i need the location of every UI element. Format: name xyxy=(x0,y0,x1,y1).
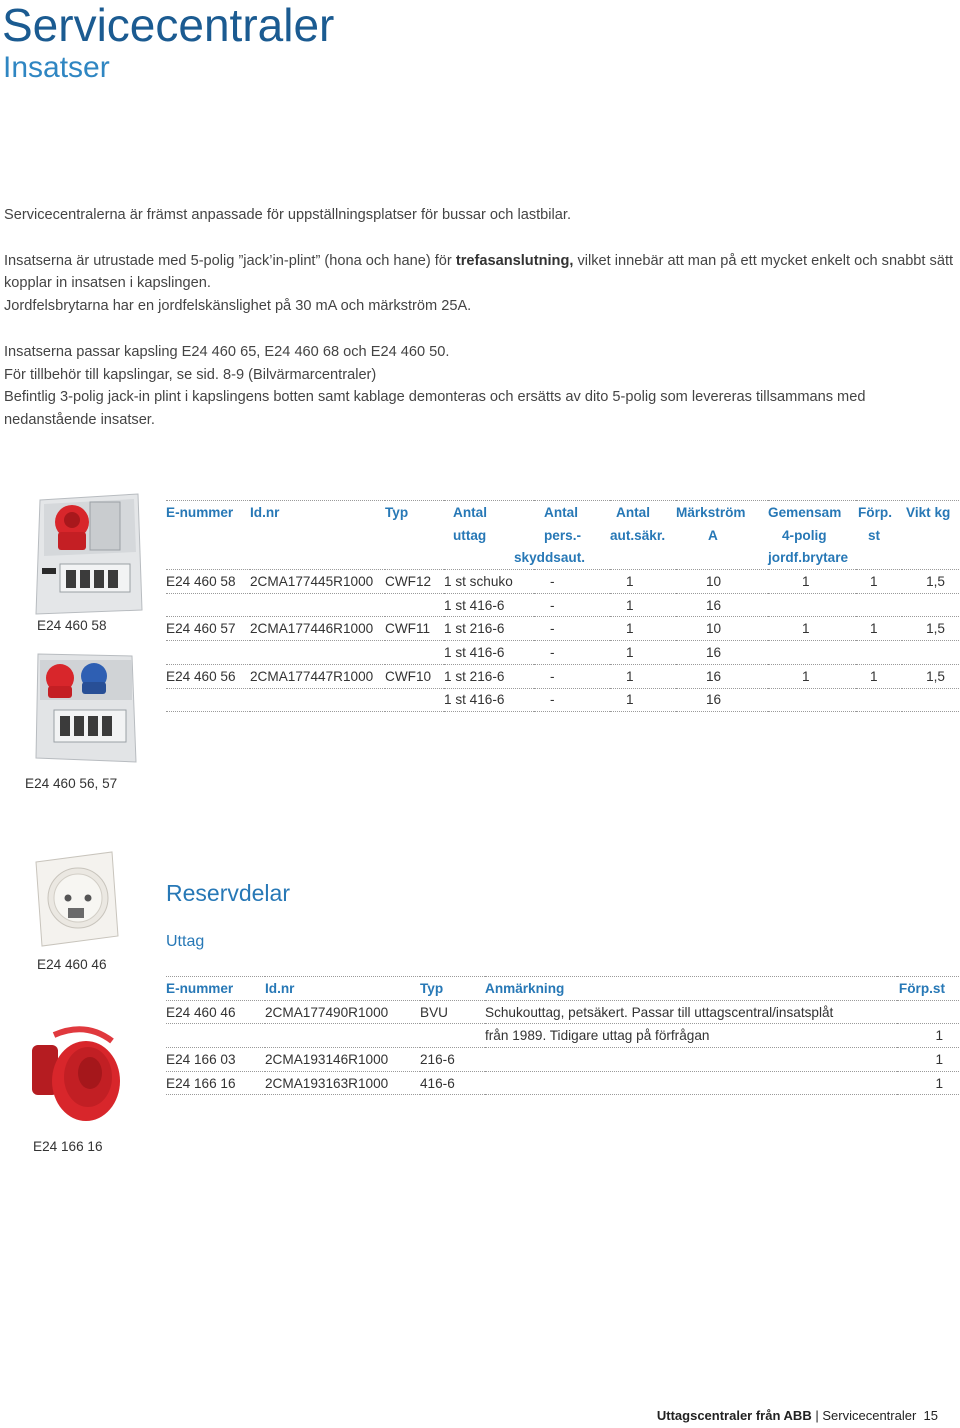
page-subtitle: Insatser xyxy=(3,51,110,84)
intro-p2-text-c: Jordfelsbrytarna har en jordfelskänslighet på 30 mA och märkström 25A. xyxy=(4,298,472,315)
table-row xyxy=(166,593,959,617)
cell-enr: E24 166 03 xyxy=(166,1048,265,1072)
col-enummer: E-nummer xyxy=(166,501,250,524)
cell-anm xyxy=(485,1071,897,1095)
table-row xyxy=(166,664,959,688)
cell-forp: 1 xyxy=(856,664,902,688)
cell-anm: från 1989. Tidigare uttag på förfrågan xyxy=(485,1024,897,1048)
cell-gem: 1 xyxy=(768,617,856,641)
table-header-row-3 xyxy=(166,546,959,569)
cell-forp: 1 xyxy=(897,1048,959,1072)
col-antal-uttag-2: uttag xyxy=(453,527,487,543)
cell-a: 10 xyxy=(676,617,768,641)
cell-aut: 1 xyxy=(610,593,676,617)
col-markstrom-2: A xyxy=(708,527,718,543)
cell-pers: - xyxy=(534,664,610,688)
intro-p2-bold: trefasanslutning, xyxy=(455,252,574,269)
product-image-e2416616 xyxy=(28,1025,124,1125)
intro-p3-text-a: Insatserna passar kapsling E24 460 65, E24 460 68 och E24 460 50. xyxy=(4,343,450,360)
insatser-table-container xyxy=(166,500,959,712)
cell-pers: - xyxy=(534,641,610,665)
cell-enr: E24 460 57 xyxy=(166,617,250,641)
col-antal-aut: Antal xyxy=(610,501,676,524)
table-row xyxy=(166,1071,959,1095)
table-header-row xyxy=(166,977,959,1001)
footer-section: Servicecentraler xyxy=(822,1408,917,1423)
table-row xyxy=(166,1024,959,1048)
cell-typ: CWF12 xyxy=(385,570,444,594)
table-row xyxy=(166,1048,959,1072)
cell-aut: 1 xyxy=(610,688,676,712)
cell-enr: E24 460 46 xyxy=(166,1000,265,1024)
cell-a: 16 xyxy=(676,688,768,712)
uttag-subheading: Uttag xyxy=(166,933,205,950)
cell-uttag: 1 st 416-6 xyxy=(444,593,534,617)
cell-aut: 1 xyxy=(610,664,676,688)
cell-forp: 1 xyxy=(897,1024,959,1048)
cell-a: 10 xyxy=(676,570,768,594)
footer-brand: Uttagscentraler från ABB xyxy=(656,1408,812,1423)
product-image-e2446056-57 xyxy=(32,650,142,765)
cell-uttag: 1 st 416-6 xyxy=(444,641,534,665)
cell-id: 2CMA177446R1000 xyxy=(250,617,385,641)
page-title: Servicecentraler xyxy=(2,0,335,51)
col-gemensam-2: 4-polig xyxy=(782,527,827,543)
cell-enr: E24 460 58 xyxy=(166,570,250,594)
col-idnr: Id.nr xyxy=(250,501,385,524)
col-antal-pers: Antal xyxy=(534,501,610,524)
product-image-e2446046 xyxy=(30,850,120,950)
reservdelar-heading: Reservdelar xyxy=(166,880,290,906)
cell-uttag: 1 st schuko xyxy=(444,570,534,594)
cell-anm: Schukouttag, petsäkert. Passar till uttagscentral/insatsplåt xyxy=(485,1000,897,1024)
cell-typ: BVU xyxy=(420,1000,485,1024)
intro-p2-text-b: vilket innebär att man på ett mycket enkelt och snabbt sätt kopplar in insatsen i kapslingen. xyxy=(4,252,954,292)
col-antal-pers-3: skyddsaut. xyxy=(514,546,590,569)
cell-enr: E24 166 16 xyxy=(166,1071,265,1095)
cell-typ: 416-6 xyxy=(420,1071,485,1095)
table-row xyxy=(166,641,959,665)
cell-aut: 1 xyxy=(610,641,676,665)
col-typ: Typ xyxy=(420,977,485,1001)
cell-a: 16 xyxy=(676,593,768,617)
intro-paragraph-2 xyxy=(4,250,954,318)
table-row xyxy=(166,570,959,594)
col-anmarkning: Anmärkning xyxy=(485,977,897,1001)
insatser-table xyxy=(166,500,959,712)
col-vikt: Vikt kg xyxy=(902,501,959,524)
cell-vikt: 1,5 xyxy=(902,570,959,594)
cell-aut: 1 xyxy=(610,617,676,641)
cell-typ: 216-6 xyxy=(420,1048,485,1072)
cell-pers: - xyxy=(534,617,610,641)
table-row xyxy=(166,617,959,641)
cell-id: 2CMA193146R1000 xyxy=(265,1048,420,1072)
cell-forp xyxy=(897,1000,959,1024)
caption-e2416616: E24 166 16 xyxy=(33,1139,103,1154)
cell-typ: CWF11 xyxy=(385,617,444,641)
cell-aut: 1 xyxy=(610,570,676,594)
cell-enr: E24 460 56 xyxy=(166,664,250,688)
col-gemensam-3: jordf.brytare xyxy=(768,546,856,569)
page-footer xyxy=(657,1408,938,1423)
intro-p3-link[interactable]: För tillbehör till kapslingar, se sid. xyxy=(4,366,219,383)
cell-anm xyxy=(485,1048,897,1072)
cell-id: 2CMA177447R1000 xyxy=(250,664,385,688)
reservdelar-table xyxy=(166,976,959,1095)
cell-uttag: 1 st 216-6 xyxy=(444,664,534,688)
intro-p3-text-b: 8-9 (Bilvärmarcentraler) xyxy=(218,366,377,383)
page-number: 15 xyxy=(923,1408,938,1423)
col-antal-uttag: Antal xyxy=(444,501,534,524)
table-row xyxy=(166,1000,959,1024)
footer-separator: | xyxy=(815,1408,819,1423)
table-header-row xyxy=(166,501,959,524)
caption-e2446056-57: E24 460 56, 57 xyxy=(25,776,118,791)
cell-forp: 1 xyxy=(856,617,902,641)
cell-id: 2CMA177445R1000 xyxy=(250,570,385,594)
intro-paragraph-3 xyxy=(4,341,954,432)
intro-text xyxy=(4,204,954,432)
cell-typ: CWF10 xyxy=(385,664,444,688)
caption-e2446058: E24 460 58 xyxy=(37,618,107,633)
cell-id: 2CMA193163R1000 xyxy=(265,1071,420,1095)
cell-forp: 1 xyxy=(897,1071,959,1095)
cell-forp: 1 xyxy=(856,570,902,594)
table-row xyxy=(166,688,959,712)
cell-gem: 1 xyxy=(768,570,856,594)
col-idnr: Id.nr xyxy=(265,977,420,1001)
col-forp-2: st xyxy=(868,527,881,543)
col-markstrom: Märkström xyxy=(676,501,768,524)
col-enummer: E-nummer xyxy=(166,977,265,1001)
cell-vikt: 1,5 xyxy=(902,664,959,688)
intro-p2-text: Insatserna är utrustade med 5-polig ”jack’in-plint” (hona och hane) för xyxy=(4,252,456,269)
table-header-row-2 xyxy=(166,524,959,547)
reservdelar-table-container xyxy=(166,976,959,1095)
col-forp: Förp. xyxy=(856,501,902,524)
cell-uttag: 1 st 416-6 xyxy=(444,688,534,712)
cell-pers: - xyxy=(534,570,610,594)
cell-a: 16 xyxy=(676,664,768,688)
cell-gem: 1 xyxy=(768,664,856,688)
intro-paragraph-1: Servicecentralerna är främst anpassade för uppställningsplatser för bussar och lastbilar. xyxy=(4,207,572,223)
col-gemensam: Gemensam xyxy=(768,501,856,524)
cell-vikt: 1,5 xyxy=(902,617,959,641)
intro-p3-text-c: Befintlig 3-polig jack-in plint i kapslingens botten samt kablage demonteras och ersätts av dito 5-polig som levereras tillsammans med nedanstående insatser. xyxy=(4,389,866,428)
col-antal-pers-2: pers.- xyxy=(544,527,582,543)
cell-pers: - xyxy=(534,593,610,617)
cell-uttag: 1 st 216-6 xyxy=(444,617,534,641)
col-typ: Typ xyxy=(385,501,444,524)
product-image-e2446058 xyxy=(30,492,150,617)
col-forp: Förp.st xyxy=(897,977,959,1001)
cell-pers: - xyxy=(534,688,610,712)
col-antal-aut-2: aut.säkr. xyxy=(610,527,666,543)
cell-a: 16 xyxy=(676,641,768,665)
caption-e2446046: E24 460 46 xyxy=(37,957,107,972)
cell-id: 2CMA177490R1000 xyxy=(265,1000,420,1024)
